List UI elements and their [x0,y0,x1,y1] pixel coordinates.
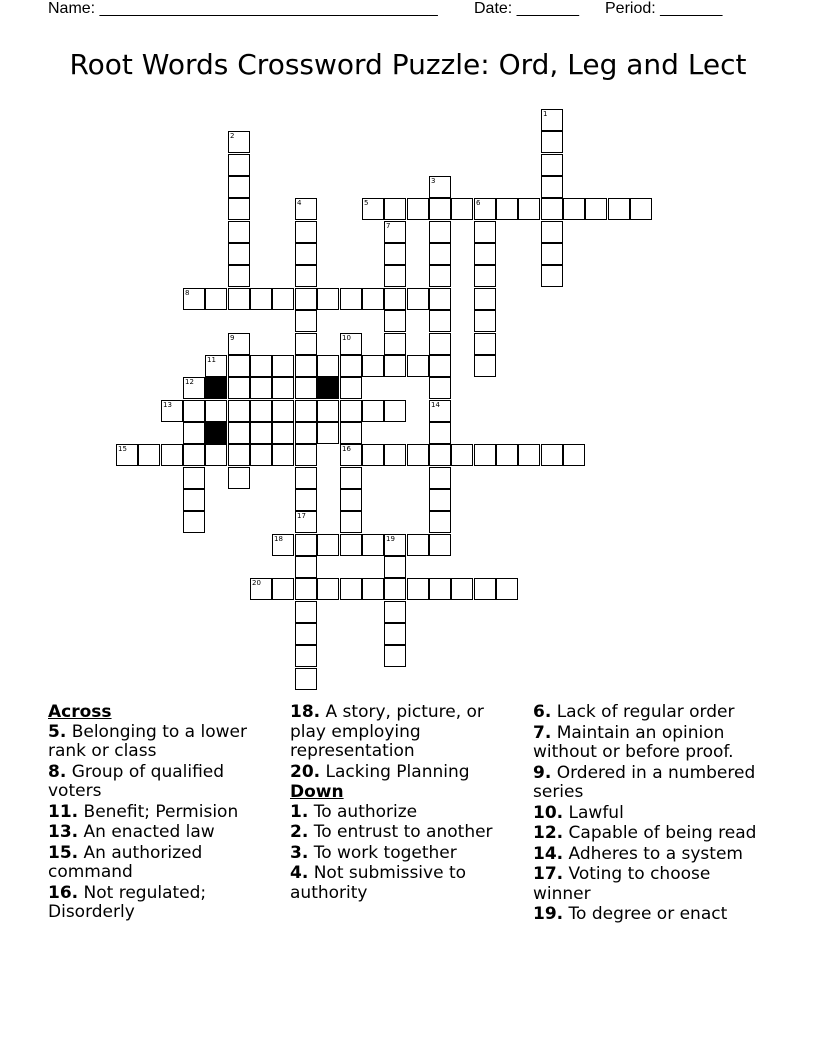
crossword-cell[interactable] [183,444,205,466]
crossword-cell[interactable] [317,400,339,422]
clue-heading-across: Across [48,702,112,722]
cell-number: 9 [230,334,235,342]
clue-text: To authorize [308,801,418,822]
clue-item [48,803,278,823]
clue-item [533,824,763,844]
crossword-cell[interactable] [429,511,451,533]
crossword-cell[interactable] [541,243,563,265]
crossword-cell[interactable] [340,489,362,511]
crossword-cell[interactable] [295,668,317,690]
crossword-cell[interactable] [563,198,585,220]
crossword-cell[interactable] [183,288,205,310]
crossword-cell[interactable] [272,578,294,600]
cell-number: 6 [476,199,481,207]
crossword-cell[interactable] [138,444,160,466]
crossword-cell[interactable] [474,578,496,600]
crossword-cell[interactable] [340,511,362,533]
clue-item [533,845,763,865]
crossword-cell[interactable] [407,198,429,220]
clue-number: 12. [533,823,564,843]
clue-item [533,703,763,723]
crossword-cell[interactable] [228,467,250,489]
cell-number: 18 [274,535,283,543]
crossword-cell[interactable] [272,355,294,377]
clue-text: To entrust to another [308,822,493,842]
crossword-cell[interactable] [340,578,362,600]
cell-number: 1 [543,110,548,118]
crossword-cell[interactable] [429,355,451,377]
crossword-cell[interactable] [272,444,294,466]
crossword-cell[interactable] [451,578,473,600]
crossword-cell[interactable] [295,243,317,265]
crossword-cell[interactable] [340,333,362,355]
crossword-cell[interactable] [272,400,294,422]
clue-number: 20. [290,761,321,782]
clue-number: 11. [48,801,79,822]
crossword-cell[interactable] [496,198,518,220]
crossword-cell[interactable] [429,176,451,198]
crossword-cell[interactable] [340,355,362,377]
clue-item [48,723,278,762]
crossword-cell[interactable] [295,288,317,310]
crossword-cell[interactable] [340,377,362,399]
clue-number: 1. [290,801,309,822]
clue-text: Group of qualified voters [48,761,225,801]
clue-text: To degree or enact [563,904,728,924]
clue-number: 19. [533,904,564,924]
crossword-cell[interactable] [429,422,451,444]
crossword-cell[interactable] [295,623,317,645]
crossword-cell[interactable] [317,422,339,444]
crossword-cell[interactable] [407,444,429,466]
crossword-cell[interactable] [228,265,250,287]
crossword-cell[interactable] [384,444,406,466]
crossword-cell[interactable] [474,333,496,355]
crossword-cell[interactable] [183,377,205,399]
crossword-cell[interactable] [541,221,563,243]
crossword-cell[interactable] [205,444,227,466]
crossword-cell[interactable] [228,355,250,377]
crossword-cell[interactable] [317,534,339,556]
crossword-cell[interactable] [228,422,250,444]
crossword-cell[interactable] [295,310,317,332]
crossword-cell[interactable] [183,511,205,533]
crossword-cell[interactable] [340,467,362,489]
clue-item [290,763,520,783]
cell-number: 3 [431,177,436,185]
crossword-cell[interactable] [317,288,339,310]
crossword-grid [116,109,616,693]
crossword-cell[interactable] [384,288,406,310]
cell-number: 7 [386,222,391,230]
crossword-cell[interactable] [272,377,294,399]
crossword-cell[interactable] [295,534,317,556]
crossword-cell[interactable] [228,221,250,243]
crossword-cell[interactable] [250,288,272,310]
crossword-cell[interactable] [429,489,451,511]
crossword-cell[interactable] [250,578,272,600]
cell-number: 8 [185,289,190,297]
crossword-cell[interactable] [295,578,317,600]
crossword-cell[interactable] [250,377,272,399]
cell-number: 11 [207,356,216,364]
crossword-cell[interactable] [116,444,138,466]
clue-number: 14. [533,843,564,864]
crossword-cell[interactable] [295,489,317,511]
clue-item [533,804,763,824]
cell-number: 10 [342,334,351,342]
crossword-cell[interactable] [429,243,451,265]
crossword-cell[interactable] [228,400,250,422]
clue-text: Voting to choose winner [533,864,711,904]
crossword-cell[interactable] [474,444,496,466]
crossword-cell[interactable] [295,198,317,220]
clue-text: Adheres to a system [563,843,743,864]
clue-item [533,865,763,904]
clue-item [533,764,763,803]
clue-item [290,703,520,762]
cell-number: 13 [163,401,172,409]
clue-text: Benefit; Permision [78,801,239,822]
crossword-cell[interactable] [429,467,451,489]
crossword-cell[interactable] [429,400,451,422]
crossword-cell[interactable] [630,198,652,220]
blocked-cell [205,377,227,399]
crossword-cell[interactable] [362,400,384,422]
clue-item [48,763,278,802]
crossword-cell[interactable] [407,288,429,310]
crossword-cell[interactable] [429,288,451,310]
crossword-cell[interactable] [340,534,362,556]
crossword-cell[interactable] [295,333,317,355]
crossword-cell[interactable] [228,198,250,220]
clue-text: Lack of regular order [551,702,735,722]
crossword-cell[interactable] [317,578,339,600]
crossword-cell[interactable] [295,467,317,489]
clue-column-3 [533,703,763,926]
crossword-cell[interactable] [295,601,317,623]
crossword-cell[interactable] [340,400,362,422]
crossword-cell[interactable] [295,511,317,533]
clue-item [290,864,520,903]
crossword-cell[interactable] [429,310,451,332]
crossword-cell[interactable] [340,288,362,310]
crossword-cell[interactable] [228,288,250,310]
clue-item [290,823,520,843]
cell-number: 12 [185,378,194,386]
worksheet-header [0,0,816,22]
clue-item [533,905,763,925]
crossword-cell[interactable] [407,578,429,600]
crossword-cell[interactable] [340,444,362,466]
clue-text: A story, picture, or play employing representation [290,702,484,761]
cell-number: 15 [118,445,127,453]
clue-number: 4. [290,863,309,883]
crossword-cell[interactable] [205,355,227,377]
crossword-cell[interactable] [585,198,607,220]
cell-number: 16 [342,445,351,453]
crossword-cell[interactable] [541,198,563,220]
crossword-cell[interactable] [295,556,317,578]
crossword-cell[interactable] [183,422,205,444]
clue-number: 3. [290,842,309,863]
crossword-cell[interactable] [496,444,518,466]
crossword-cell[interactable] [474,243,496,265]
blocked-cell [205,422,227,444]
clue-column-2 [290,703,520,904]
clue-number: 6. [533,702,552,722]
crossword-cell[interactable] [362,534,384,556]
crossword-cell[interactable] [384,556,406,578]
crossword-cell[interactable] [474,288,496,310]
clue-text: Lacking Planning [320,761,470,782]
crossword-cell[interactable] [362,578,384,600]
clue-number: 16. [48,882,79,903]
crossword-cell[interactable] [384,355,406,377]
clue-number: 15. [48,842,79,863]
crossword-cell[interactable] [384,400,406,422]
clue-number: 18. [290,702,321,722]
clue-number: 8. [48,761,67,782]
crossword-cell[interactable] [250,355,272,377]
clue-text: An enacted law [78,822,215,842]
page-title: Root Words Crossword Puzzle: Ord, Leg and Lect [69,48,747,81]
period-field[interactable]: Period: _______ [605,0,723,17]
crossword-cell[interactable] [272,288,294,310]
crossword-cell[interactable] [362,355,384,377]
clue-item [48,884,278,923]
crossword-cell[interactable] [474,198,496,220]
crossword-cell[interactable] [384,534,406,556]
crossword-cell[interactable] [295,422,317,444]
crossword-cell[interactable] [295,377,317,399]
clue-text: Ordered in a numbered series [533,762,756,802]
crossword-cell[interactable] [250,422,272,444]
crossword-cell[interactable] [518,198,540,220]
crossword-cell[interactable] [429,377,451,399]
crossword-cell[interactable] [295,221,317,243]
crossword-cell[interactable] [429,444,451,466]
crossword-cell[interactable] [295,645,317,667]
clue-number: 10. [533,802,564,823]
clue-text: An authorized command [48,842,203,882]
clue-heading-down: Down [290,782,344,802]
crossword-cell[interactable] [384,601,406,623]
crossword-cell[interactable] [161,400,183,422]
clue-text: Maintain an opinion without or before proof. [533,722,734,762]
clue-number: 9. [533,762,552,783]
crossword-cell[interactable] [384,310,406,332]
clue-item [290,844,520,864]
crossword-cell[interactable] [317,355,339,377]
crossword-cell[interactable] [541,176,563,198]
crossword-cell[interactable] [384,243,406,265]
clue-number: 2. [290,822,309,842]
crossword-cell[interactable] [384,198,406,220]
clue-item [48,823,278,843]
crossword-cell[interactable] [384,265,406,287]
crossword-cell[interactable] [228,176,250,198]
crossword-cell[interactable] [340,422,362,444]
clue-text: Not regulated; Disorderly [48,882,207,922]
crossword-cell[interactable] [295,265,317,287]
clue-number: 5. [48,721,67,742]
cell-number: 14 [431,401,440,409]
crossword-cell[interactable] [183,489,205,511]
crossword-cell[interactable] [183,467,205,489]
crossword-cell[interactable] [474,310,496,332]
crossword-cell[interactable] [407,534,429,556]
crossword-cell[interactable] [183,400,205,422]
clue-number: 17. [533,864,564,884]
clue-number: 13. [48,822,79,842]
crossword-cell[interactable] [407,355,429,377]
crossword-cell[interactable] [250,444,272,466]
crossword-cell[interactable] [362,288,384,310]
date-field[interactable]: Date: _______ [474,0,579,17]
crossword-cell[interactable] [205,288,227,310]
crossword-cell[interactable] [518,444,540,466]
crossword-cell[interactable] [384,645,406,667]
clue-item [290,803,520,823]
crossword-cell[interactable] [541,444,563,466]
crossword-cell[interactable] [362,198,384,220]
crossword-cell[interactable] [295,400,317,422]
cell-number: 17 [297,512,306,520]
crossword-cell[interactable] [228,243,250,265]
crossword-cell[interactable] [295,444,317,466]
crossword-cell[interactable] [228,377,250,399]
crossword-cell[interactable] [429,534,451,556]
crossword-cell[interactable] [451,444,473,466]
blocked-cell [317,377,339,399]
clue-text: Capable of being read [563,823,757,843]
clue-text: Lawful [563,802,624,823]
clue-column-1 [48,703,278,924]
crossword-cell[interactable] [541,154,563,176]
clue-text: Belonging to a lower rank or class [48,721,247,761]
crossword-cell[interactable] [228,131,250,153]
crossword-cell[interactable] [429,198,451,220]
crossword-cell[interactable] [228,333,250,355]
crossword-cell[interactable] [451,198,473,220]
crossword-cell[interactable] [272,422,294,444]
crossword-cell[interactable] [429,578,451,600]
clue-text: To work together [308,842,457,863]
crossword-cell[interactable] [474,221,496,243]
crossword-cell[interactable] [295,355,317,377]
crossword-cell[interactable] [161,444,183,466]
cell-number: 19 [386,535,395,543]
crossword-cell[interactable] [250,400,272,422]
crossword-cell[interactable] [563,444,585,466]
crossword-cell[interactable] [362,444,384,466]
clue-number: 7. [533,722,552,743]
crossword-cell[interactable] [429,221,451,243]
crossword-cell[interactable] [474,355,496,377]
crossword-cell[interactable] [228,154,250,176]
clue-text: Not submissive to authority [290,863,467,903]
crossword-cell[interactable] [429,265,451,287]
crossword-cell[interactable] [384,221,406,243]
cell-number: 4 [297,199,302,207]
crossword-cell[interactable] [541,265,563,287]
crossword-cell[interactable] [384,333,406,355]
name-field[interactable]: Name: ______________________________________ [48,0,438,17]
clue-item [48,844,278,883]
crossword-cell[interactable] [496,578,518,600]
cell-number: 20 [252,579,261,587]
crossword-cell[interactable] [384,623,406,645]
crossword-cell[interactable] [272,534,294,556]
crossword-cell[interactable] [384,578,406,600]
crossword-cell[interactable] [205,400,227,422]
crossword-cell[interactable] [541,131,563,153]
clue-item [533,724,763,763]
crossword-cell[interactable] [541,109,563,131]
cell-number: 5 [364,199,369,207]
crossword-cell[interactable] [608,198,630,220]
crossword-cell[interactable] [474,265,496,287]
cell-number: 2 [230,132,235,140]
crossword-cell[interactable] [429,333,451,355]
crossword-cell[interactable] [228,444,250,466]
